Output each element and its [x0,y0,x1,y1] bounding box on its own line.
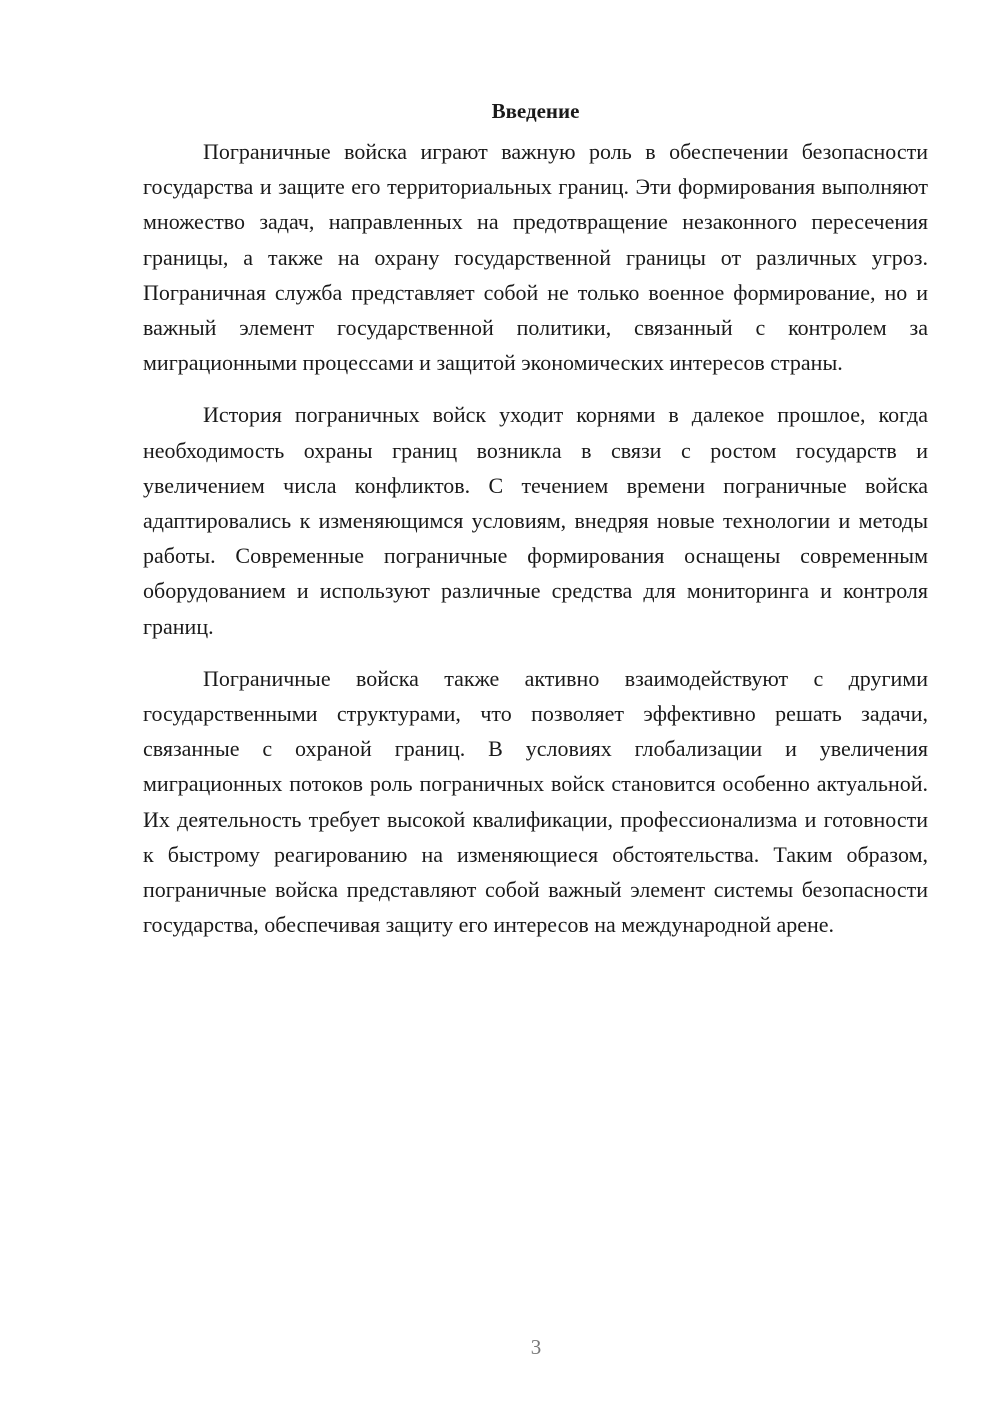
paragraph-2: История пограничных войск уходит корнями в далекое прошлое, когда необходимость охраны границ возникла в связи с ростом государств и увеличением числа конфликтов. С течением времени пограничные войска адаптировались к изменяющимся условиям, внедряя новые технологии и методы работы. Современные пограничные формирования оснащены современным оборудованием и используют различные средства для мониторинга и контроля границ. [143,402,928,639]
page-number: 3 [530,1335,542,1359]
paragraph-3: Пограничные войска также активно взаимодействуют с другими государственными структурами, что позволяет эффективно решать задачи, связанные с охраной границ. В условиях глобализации и увеличения миграционных потоков роль пограничных войск становится особенно актуальной. Их деятельность требует высокой квалификации, профессионализма и готовности к быстрому реагированию на изменяющиеся обстоятельства. Таким образом, пограничные войска представляют собой важный элемент системы безопасности государства, обеспечивая защиту его интересов на международной арене. [143,665,928,938]
section-heading: Введение [491,99,580,123]
page-content [143,96,928,959]
paragraph-1: Пограничные войска играют важную роль в обеспечении безопасности государства и защите его территориальных границ. Эти формирования выполняют множество задач, направленных на предотвращение незаконного пересечения границы, а также на охрану государственной границы от различных угроз. Пограничная служба представляет собой не только военное формирование, но и важный элемент государственной политики, связанный с контролем за миграционными процессами и защитой экономических интересов страны. [143,139,928,376]
